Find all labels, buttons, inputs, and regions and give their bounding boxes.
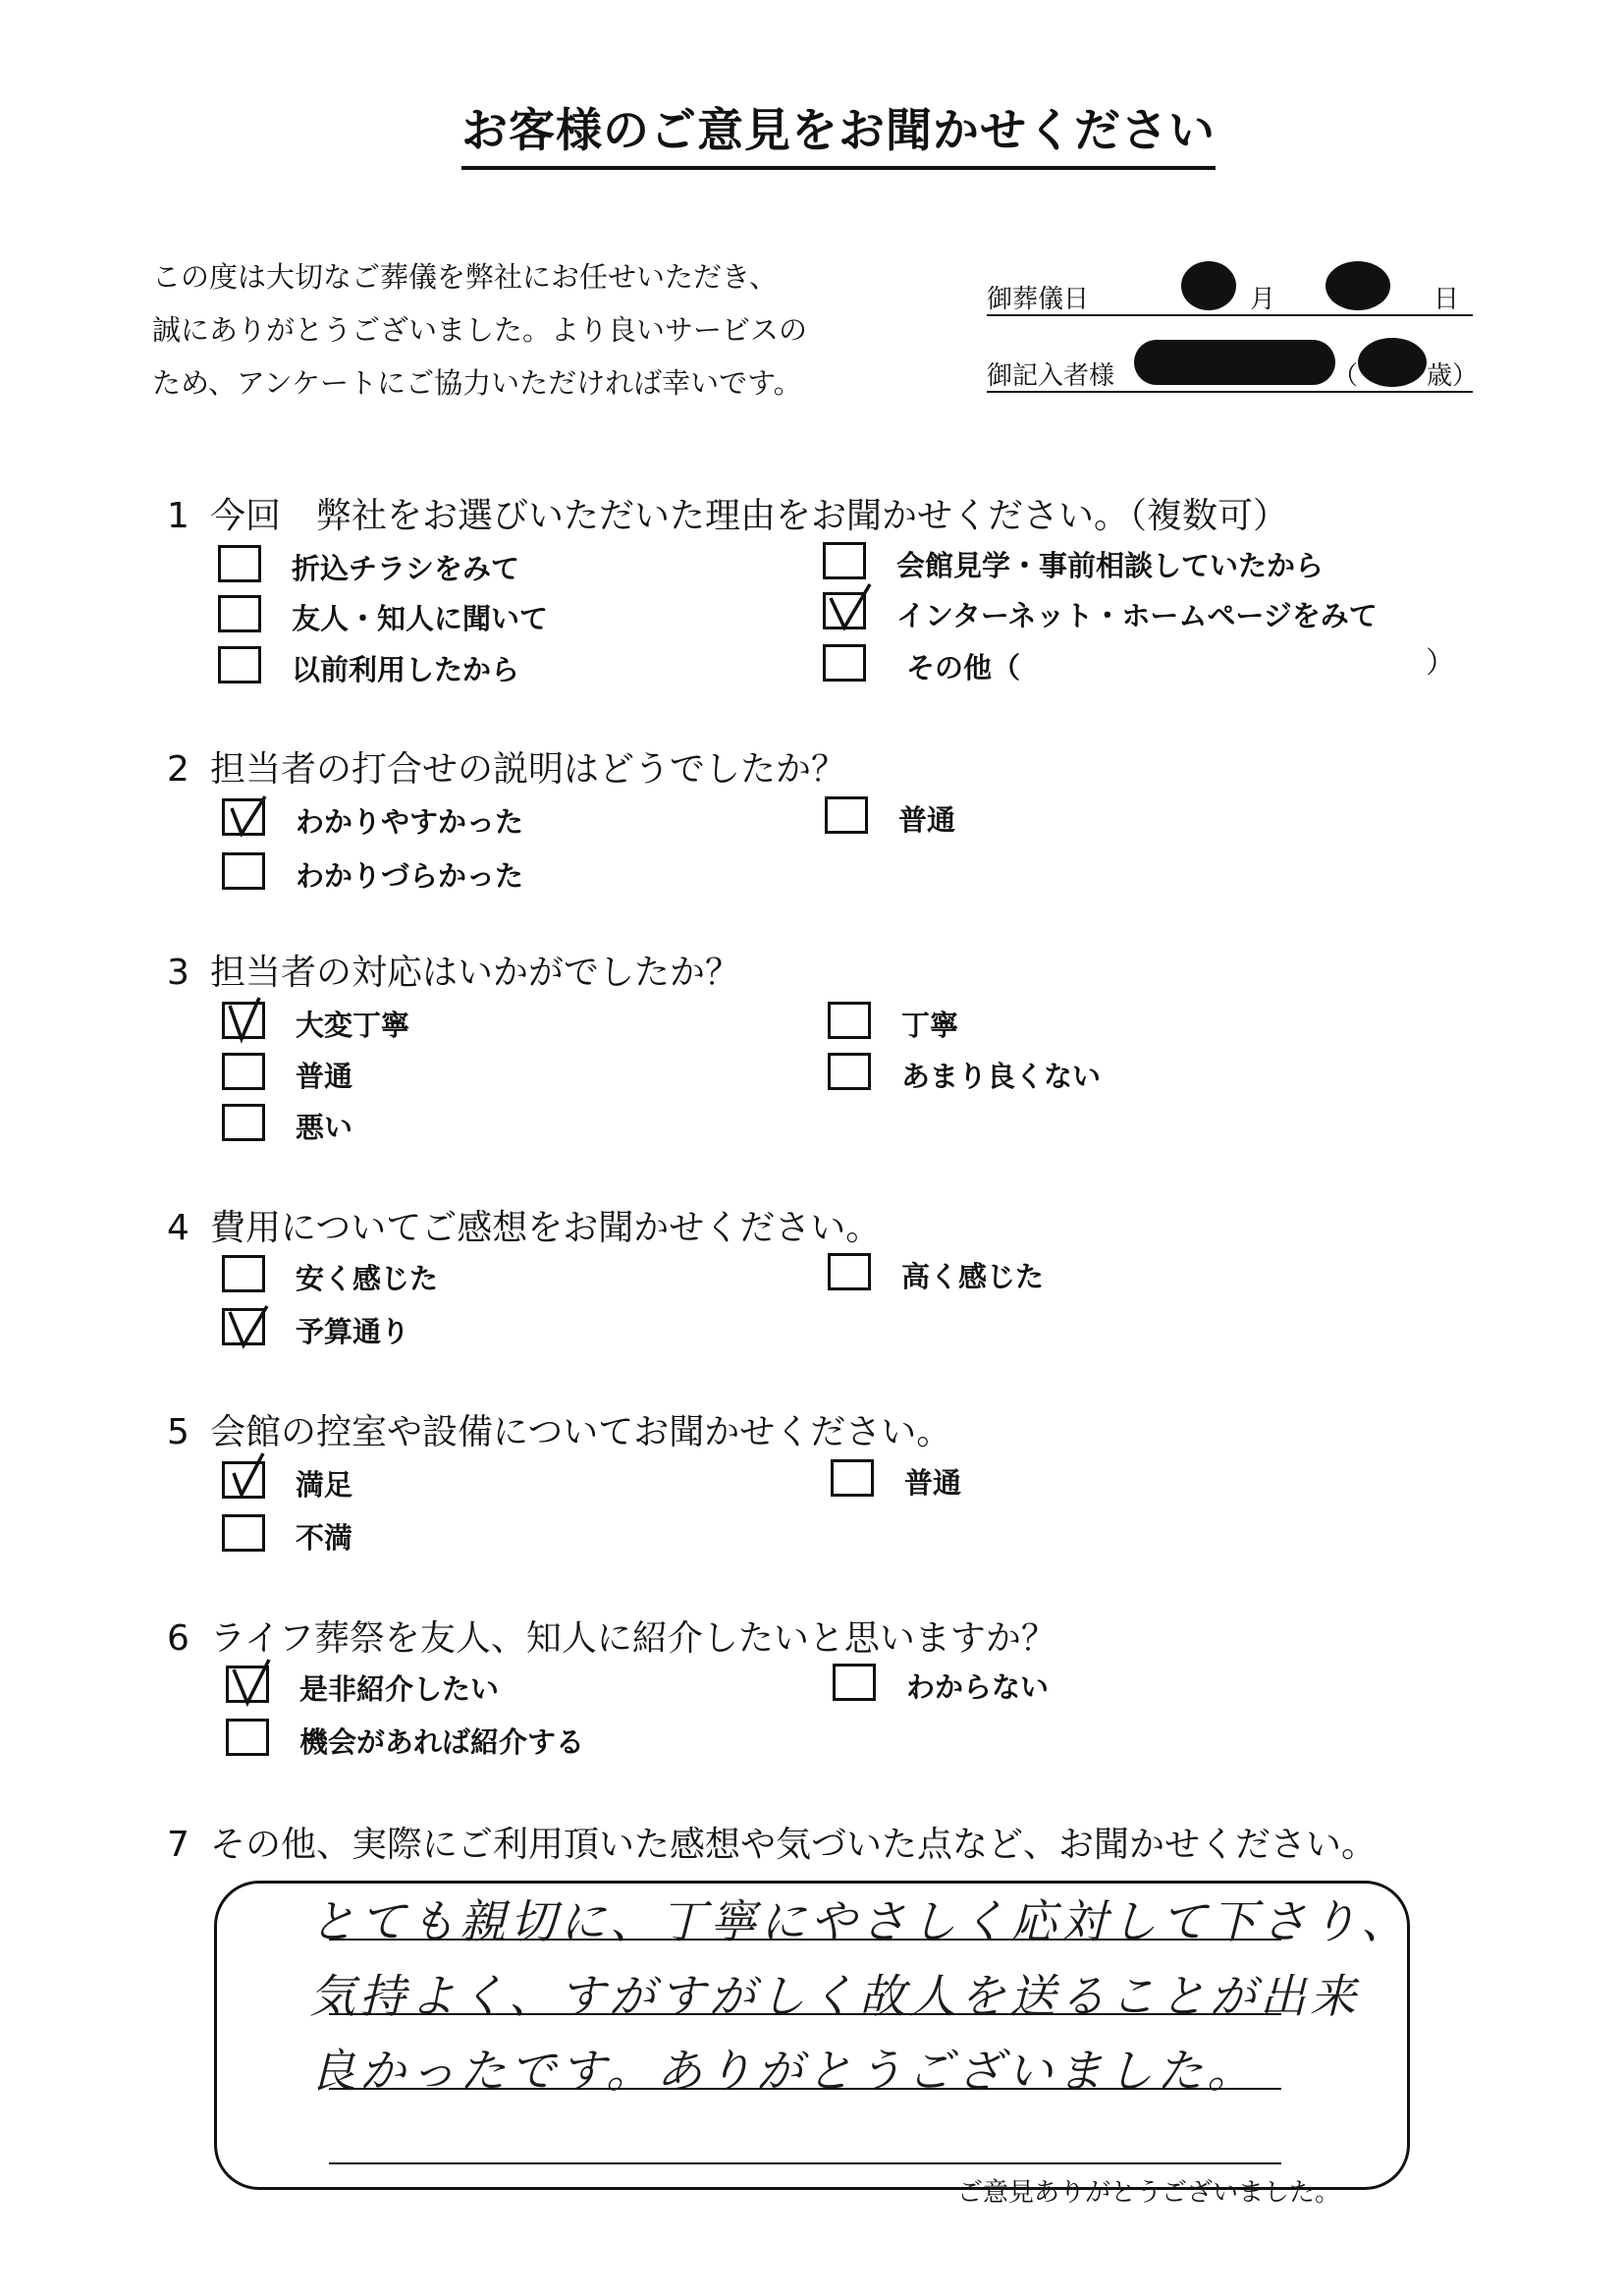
redaction-mark [1325, 261, 1390, 310]
option-label: わかりやすかった [296, 805, 524, 839]
intro-line: ため、アンケートにご協力いただければ幸いです。 [152, 366, 802, 400]
option-label: 普通 [898, 803, 956, 837]
intro-line: 誠にありがとうございました。より良いサービスの [152, 313, 808, 347]
funeral-date-field[interactable] [987, 257, 1473, 316]
question-text: 担当者の対応はいかがでしたか？ [210, 953, 741, 993]
option-label: 不満 [296, 1521, 353, 1555]
question-text: ライフ葬祭を友人、知人に紹介したいと思いますか？ [210, 1618, 1056, 1659]
option-label: 悪い [296, 1111, 353, 1144]
checkbox[interactable] [823, 644, 866, 682]
option-label: 普通 [904, 1466, 962, 1500]
checkbox[interactable] [218, 595, 261, 632]
checkbox[interactable] [226, 1719, 269, 1756]
option-label: インターネット・ホームページをみて [896, 599, 1378, 632]
question-number: 2 [167, 749, 189, 790]
check-mark-icon [224, 1449, 275, 1504]
check-mark-icon [224, 787, 275, 842]
option-label: 会館見学・事前相談していたから [896, 549, 1325, 582]
checkbox[interactable] [831, 1459, 874, 1497]
question-number: 6 [167, 1618, 189, 1659]
question-7 [167, 1817, 1377, 1867]
comment-line: 良かったです。ありがとうございました。 [309, 2045, 1258, 2099]
question-text: その他、実際にご利用頂いた感想や気づいた点など、お聞かせください。 [210, 1825, 1378, 1865]
option-label: 是非紹介したい [299, 1672, 500, 1706]
day-label: 日 [1434, 285, 1460, 314]
checkbox[interactable] [828, 1002, 871, 1039]
question-5 [167, 1404, 951, 1454]
option-label: 予算通り [296, 1315, 410, 1348]
checkbox[interactable] [222, 1104, 265, 1141]
question-text: 今回 弊社をお選びいただいた理由をお聞かせください。（複数可） [210, 496, 1289, 536]
option-label: 満足 [296, 1468, 353, 1502]
checkbox[interactable] [833, 1664, 876, 1701]
question-6 [167, 1611, 1056, 1661]
redaction-mark [1134, 340, 1335, 385]
question-2 [167, 741, 846, 792]
option-label: その他（ [906, 651, 1021, 684]
check-mark-icon [224, 990, 275, 1045]
option-label: 普通 [296, 1060, 353, 1093]
option-label: 大変丁寧 [296, 1009, 410, 1042]
option-label: あまり良くない [901, 1060, 1102, 1093]
question-number: 7 [167, 1825, 189, 1865]
checkbox[interactable] [828, 1253, 871, 1290]
question-number: 5 [167, 1412, 189, 1452]
checkbox[interactable] [222, 1514, 265, 1552]
option-label: 機会があれば紹介する [299, 1725, 585, 1759]
option-label: 安く感じた [296, 1262, 439, 1295]
open-paren: （ [1332, 361, 1359, 391]
month-label: 月 [1250, 285, 1276, 314]
redaction-mark [1358, 338, 1427, 387]
question-1 [167, 488, 1288, 538]
option-label: 以前利用したから [292, 653, 520, 686]
checkbox[interactable] [825, 796, 868, 834]
question-4 [167, 1200, 881, 1250]
funeral-date-label: 御葬儀日 [987, 285, 1090, 314]
question-3 [167, 945, 740, 995]
respondent-field[interactable] [987, 334, 1479, 393]
question-number: 3 [167, 953, 189, 993]
checkbox[interactable] [218, 545, 261, 582]
question-text: 費用についてご感想をお聞かせください。 [210, 1208, 882, 1248]
checkbox[interactable] [218, 646, 261, 683]
comment-line: とても親切に、丁寧にやさしく応対して下さり、 [309, 1895, 1411, 1949]
comment-rule [329, 2162, 1281, 2164]
question-number: 1 [167, 496, 189, 536]
age-label: 歳） [1427, 361, 1479, 391]
footer-thanks: ご意見ありがとうございました。 [957, 2178, 1341, 2208]
redaction-mark [1181, 261, 1236, 310]
check-mark-icon [228, 1654, 279, 1709]
option-label: 友人・知人に聞いて [292, 602, 549, 635]
other-close-paren: ） [1426, 646, 1455, 681]
intro-text [152, 250, 807, 410]
option-label: わからない [906, 1670, 1050, 1704]
check-mark-icon [825, 580, 876, 635]
option-label: 折込チラシをみて [292, 552, 520, 585]
option-label: 丁寧 [901, 1009, 959, 1042]
checkbox[interactable] [222, 852, 265, 890]
comment-line: 気持よく、すがすがしく故人を送ることが出来 [309, 1970, 1361, 2024]
checkbox[interactable] [823, 542, 866, 579]
checkbox[interactable] [828, 1053, 871, 1090]
option-label: わかりづらかった [296, 859, 524, 893]
checkbox[interactable] [222, 1255, 265, 1292]
page-title: お客様のご意見をお聞かせください [461, 94, 1216, 170]
checkbox[interactable] [222, 1053, 265, 1090]
question-text: 担当者の打合せの説明はどうでしたか？ [210, 749, 847, 790]
option-label: 高く感じた [901, 1260, 1045, 1293]
respondent-label: 御記入者様 [987, 361, 1115, 391]
intro-line: この度は大切なご葬儀を弊社にお任せいただき、 [152, 260, 778, 294]
question-number: 4 [167, 1208, 189, 1248]
check-mark-icon [224, 1296, 275, 1351]
question-text: 会館の控室や設備についてお聞かせください。 [210, 1412, 952, 1452]
